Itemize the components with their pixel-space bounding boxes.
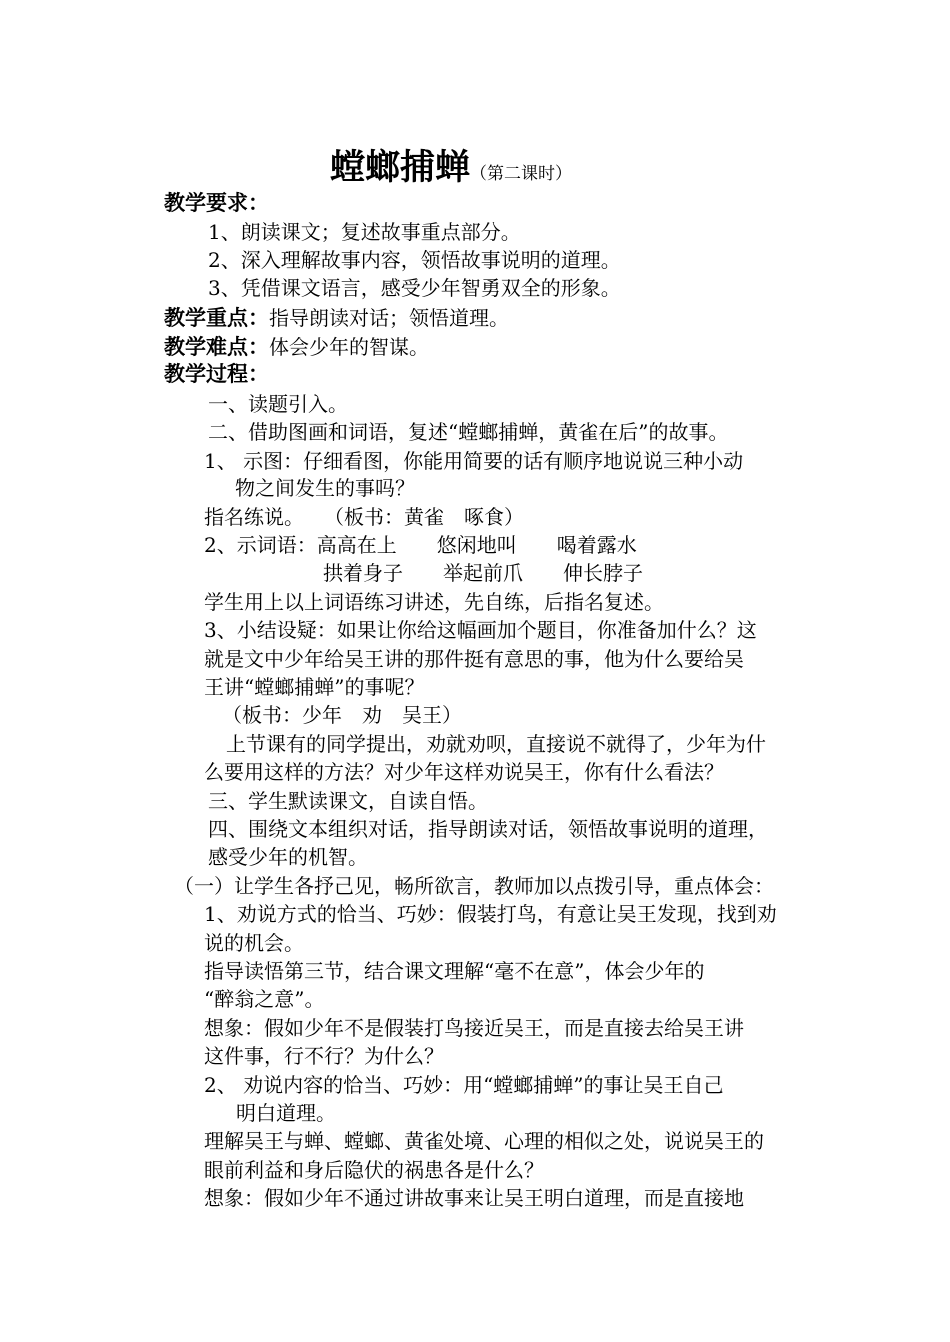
- process-line: 学生用上以上词语练习讲述，先自练，后指名复述。: [204, 590, 664, 614]
- process-line: 想象：假如少年不是假装打鸟接近吴王，而是直接去给吴王讲: [204, 1016, 744, 1040]
- process-line: 1、劝说方式的恰当、巧妙：假装打鸟，有意让吴王发现，找到劝: [204, 902, 777, 926]
- key-point-heading: 教学重点：: [164, 306, 269, 330]
- process-line: 感受少年的机智。: [208, 845, 368, 869]
- process-line: 拱着身子 举起前爪 伸长脖子: [323, 561, 643, 585]
- process-line: 想象：假如少年不通过讲故事来让吴王明白道理，而是直接地: [204, 1186, 744, 1210]
- title-subtitle: （第二课时）: [470, 164, 573, 184]
- process-line: （一）让学生各抒己见，畅所欲言，教师加以点拨引导，重点体会：: [174, 874, 774, 898]
- process-heading: 教学过程：: [164, 362, 269, 386]
- process-line: 四、围绕文本组织对话，指导朗读对话，领悟故事说明的道理，: [208, 817, 768, 841]
- process-line: 这件事，行不行？为什么？: [204, 1044, 444, 1068]
- process-line: 2、 劝说内容的恰当、巧妙：用“螳螂捕蝉”的事让吴王自己: [204, 1073, 724, 1097]
- process-line: 1、 示图：仔细看图，你能用简要的话有顺序地说说三种小动: [204, 449, 744, 473]
- process-line: 3、小结设疑：如果让你给这幅画加个题目，你准备加什么？这: [204, 618, 757, 642]
- difficulty-row: [164, 333, 429, 361]
- process-line: “醉翁之意”。: [204, 987, 325, 1011]
- process-line: 眼前利益和身后隐伏的祸患各是什么？: [204, 1158, 544, 1182]
- process-line: 上节课有的同学提出，劝就劝呗，直接说不就得了，少年为什: [226, 732, 766, 756]
- requirement-item: 1、朗读课文；复述故事重点部分。: [208, 220, 521, 244]
- process-line: 说的机会。: [204, 931, 304, 955]
- process-line: 物之间发生的事吗？: [235, 476, 415, 500]
- requirement-item: 2、深入理解故事内容，领悟故事说明的道理。: [208, 248, 621, 272]
- key-point-text: 指导朗读对话；领悟道理。: [269, 306, 509, 330]
- difficulty-heading: 教学难点：: [164, 335, 269, 359]
- process-line: 理解吴王与蝉、螳螂、黄雀处境、心理的相似之处，说说吴王的: [204, 1129, 764, 1153]
- process-line: 指导读悟第三节，结合课文理解“毫不在意”，体会少年的: [204, 959, 705, 983]
- key-point-row: [164, 304, 509, 332]
- requirements-heading: 教学要求：: [164, 191, 269, 215]
- process-line: 就是文中少年给吴王讲的那件挺有意思的事，他为什么要给吴: [204, 647, 744, 671]
- process-line: 么要用这样的方法？对少年这样劝说吴王，你有什么看法？: [204, 760, 724, 784]
- process-line: 明白道理。: [236, 1101, 336, 1125]
- process-line: 王讲“螳螂捕蝉”的事呢？: [204, 675, 425, 699]
- difficulty-text: 体会少年的智谋。: [269, 335, 429, 359]
- process-line: 三、学生默读课文，自读自悟。: [208, 789, 488, 813]
- process-line: （板书：少年 劝 吴王）: [222, 703, 462, 727]
- page-title: [330, 140, 572, 190]
- process-line: 2、示词语：高高在上 悠闲地叫 喝着露水: [204, 533, 637, 557]
- process-line: 指名练说。 （板书：黄雀 啄食）: [204, 505, 524, 529]
- process-line: 一、读题引入。: [208, 392, 348, 416]
- title-main: 螳螂捕蝉: [330, 148, 471, 188]
- process-line: 二、借助图画和词语，复述“螳螂捕蝉，黄雀在后”的故事。: [208, 420, 729, 444]
- requirement-item: 3、凭借课文语言，感受少年智勇双全的形象。: [208, 276, 621, 300]
